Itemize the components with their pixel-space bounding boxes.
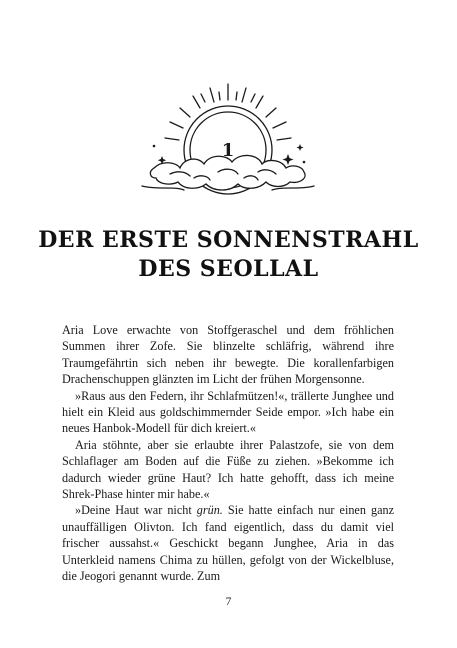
paragraph-3: Aria stöhnte, aber sie erlaubte ihrer Palastzofe, sie von dem Schlaflager am Boden auf die Füße zu ziehen. »Bekomme ich dadurch wieder grüne Haut? Ich hatte gehofft, dass ich meine Shrek-Phase hinter mir habe.« <box>62 437 394 502</box>
paragraph-2: »Raus aus den Federn, ihr Schlafmützen!«, trällerte Junghee und hielt ein Kleid aus goldschimmernder Seide empor. »Ich habe ein neues Hanbok-Modell für dich kreiert.« <box>62 388 394 436</box>
paragraph-4-start: »Deine Haut war nicht <box>75 503 197 518</box>
emphasis-gruen: grün. <box>196 503 223 518</box>
chapter-title-line-2: DES SEOLLAL <box>138 256 319 282</box>
chapter-number: 1 <box>221 140 235 161</box>
chapter-title-line-1: DER ERSTE SONNENSTRAHL <box>38 227 419 253</box>
sun-cloud-emblem <box>140 82 316 200</box>
chapter-title <box>0 226 457 284</box>
paragraph-4-rest: Sie hatte einfach nur einen ganz unauffälligen Olivton. Ich fand eigentlich, dass du damit viel frischer aussahst.« Geschickt begann Junghee, Aria in das Unterkleid namens Chima zu hüllen, gefolgt von der Wickelbluse, die Jeogori genannt wurde. Zum <box>62 503 394 584</box>
paragraph-1: Aria Love erwachte von Stoffgeraschel und dem fröhlichen Summen ihrer Zofe. Sie blinzelte schläfrig, während ihre Traumgefährtin sich neben ihr bewegte. Die korallenfarbigen Drachenschuppen glänzten im Licht der frühen Morgensonne. <box>62 323 394 387</box>
paragraph-4 <box>62 502 394 584</box>
sun-cloud-icon <box>140 82 316 200</box>
chapter-body <box>62 322 394 585</box>
page-number: 7 <box>225 596 232 608</box>
